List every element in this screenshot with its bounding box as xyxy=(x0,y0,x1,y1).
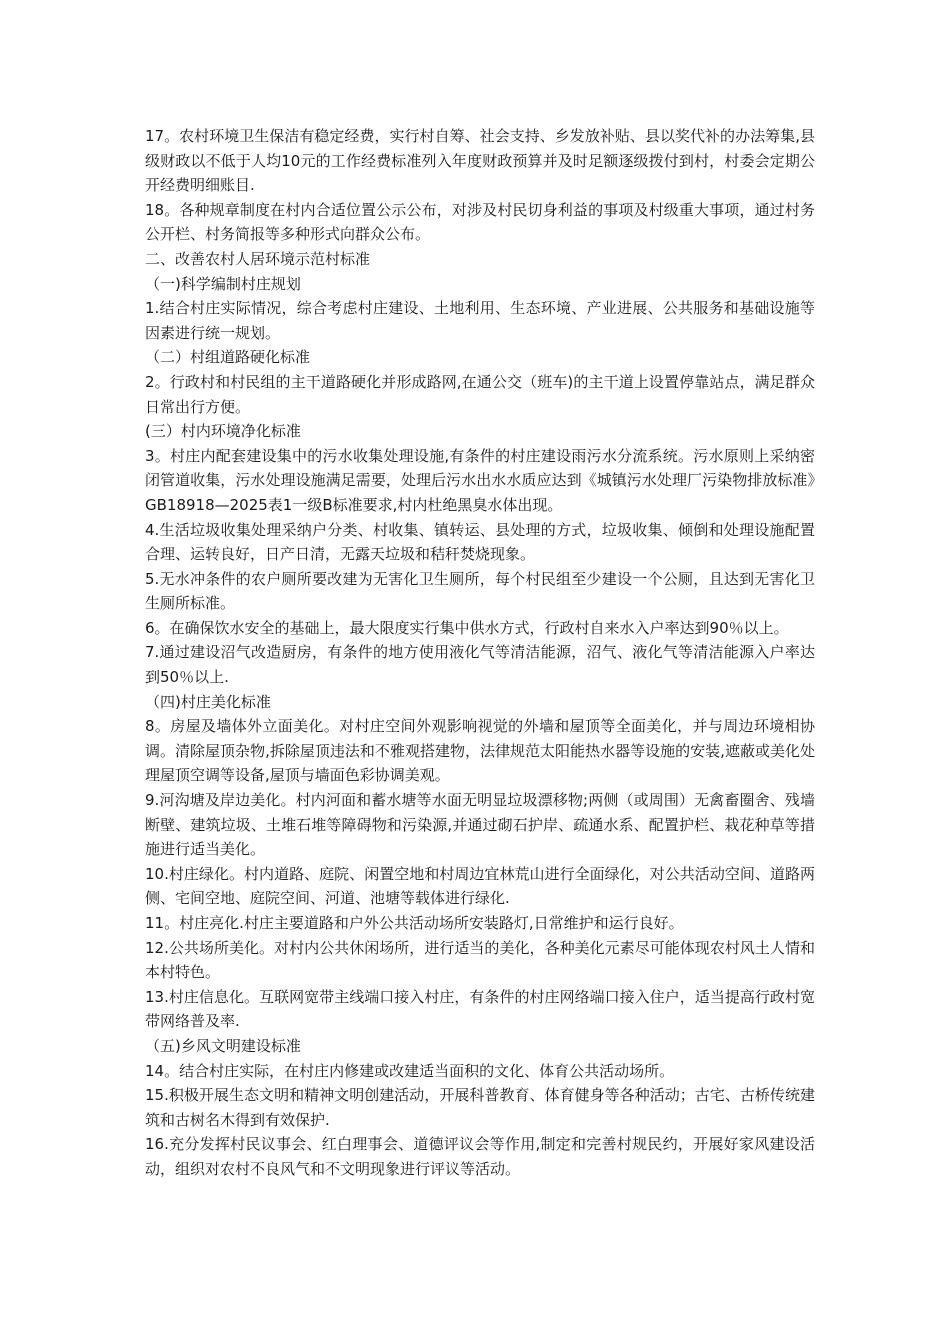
paragraph-12: 12.公共场所美化。对村内公共休闲场所，进行适当的美化，各种美化元素尽可能体现农村风土人情和本村特色。 xyxy=(145,938,815,982)
paragraph-14: 14。结合村庄实际，在村庄内修建或改建适当面积的文化、体育公共活动场所。 xyxy=(145,1061,675,1080)
paragraph-4: 4.生活垃圾收集处理采纳户分类、村收集、镇转运、县处理的方式，垃圾收集、倾倒和处理设施配置合理、运转良好，日产日清，无露天垃圾和秸秆焚烧现象。 xyxy=(145,520,815,564)
paragraph-5: 5.无水冲条件的农户厕所要改建为无害化卫生厕所，每个村民组至少建设一个公厕，且达到无害化卫生厕所标准。 xyxy=(145,569,815,613)
paragraph-6: 6。在确保饮水安全的基础上，最大限度实行集中供水方式，行政村自来水入户率达到90％以上。 xyxy=(145,618,789,637)
paragraph-13: 13.村庄信息化。互联网宽带主线端口接入村庄，有条件的村庄网络端口接入住户，适当提高行政村宽带网络普及率. xyxy=(145,987,815,1031)
paragraph-18: 18。各种规章制度在村内合适位置公示公布，对涉及村民切身利益的事项及村级重大事项，通过村务公开栏、村务简报等多种形式向群众公布。 xyxy=(145,200,815,244)
paragraph-1: 1.结合村庄实际情况，综合考虑村庄建设、土地利用、生态环境、产业进展、公共服务和基础设施等因素进行统一规划。 xyxy=(145,299,815,342)
paragraph-17: 17。农村环境卫生保洁有稳定经费，实行村自筹、社会支持、乡发放补贴、县以奖代补的办法筹集,县级财政以不低于人均10元的工作经费标准列入年度财政预算并及时足额逐级拨付到村，村委会定期公开经费明细账目. xyxy=(145,127,815,195)
paragraph-15: 15.积极开展生态文明和精神文明创建活动，开展科普教育、体育健身等各种活动；古宅、古桥传统建筑和古树名木得到有效保护. xyxy=(145,1086,815,1129)
paragraph-2: 2。行政村和村民组的主干道路硬化并形成路网,在通公交（班车)的主干道上设置停靠站点，满足群众日常出行方便。 xyxy=(145,372,815,416)
subsection-heading-1: （一)科学编制村庄规划 xyxy=(145,274,301,293)
paragraph-11: 11。村庄亮化.村庄主要道路和户外公共活动场所安装路灯,日常维护和运行良好。 xyxy=(145,914,684,932)
subsection-heading-4: （四)村庄美化标准 xyxy=(145,692,271,711)
subsection-heading-2: （二）村组道路硬化标准 xyxy=(145,348,311,367)
paragraph-9: 9.河沟塘及岸边美化。村内河面和蓄水塘等水面无明显垃圾漂移物;两侧（或周围）无禽畜圈舍、残墙断壁、建筑垃圾、土堆石堆等障碍物和污染源,并通过砌石护岸、疏通水系、配置护栏、栽花种草等措施进行适当美化。 xyxy=(145,791,815,859)
subsection-heading-5: （五)乡风文明建设标准 xyxy=(145,1036,301,1055)
paragraph-8: 8。房屋及墙体外立面美化。对村庄空间外观影响视觉的外墙和屋顶等全面美化，并与周边环境相协调。清除屋顶杂物,拆除屋顶违法和不雅观搭建物，法律规范太阳能热水器等设施的安装,遮蔽或美化处理屋顶空调等设备,屋顶与墙面色彩协调美观。 xyxy=(145,717,815,785)
paragraph-7: 7.通过建设沼气改造厨房，有条件的地方使用液化气等清洁能源，沼气、液化气等清洁能源入户率达到50％以上. xyxy=(145,643,815,687)
paragraph-16: 16.充分发挥村民议事会、红白理事会、道德评议会等作用,制定和完善村规民约，开展好家风建设活动，组织对农村不良风气和不文明现象进行评议等活动。 xyxy=(145,1135,815,1178)
section-heading-2: 二、改善农村人居环境示范村标准 xyxy=(145,249,371,268)
paragraph-10: 10.村庄绿化。村内道路、庭院、闲置空地和村周边宜林荒山进行全面绿化，对公共活动空间、道路两侧、宅间空地、庭院空间、河道、池塘等载体进行绿化. xyxy=(145,864,815,908)
paragraph-3: 3。村庄内配套建设集中的污水收集处理设施,有条件的村庄建设雨污水分流系统。污水原则上采纳密闭管道收集，污水处理设施满足需要，处理后污水出水水质应达到《城镇污水处理厂污染物排放标准》GB18918—2025表1一级B标准要求,村内杜绝黑臭水体出现。 xyxy=(145,446,815,514)
subsection-heading-3: (三）村内环境净化标准 xyxy=(145,422,301,441)
document-body xyxy=(145,124,815,1182)
